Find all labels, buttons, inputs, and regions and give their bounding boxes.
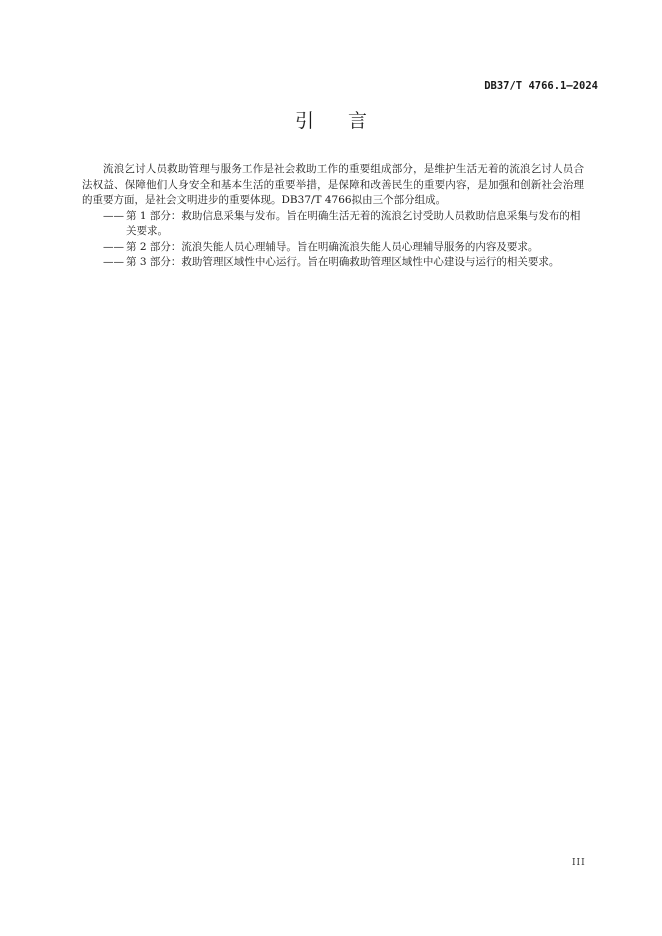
list-dash: —— (103, 240, 124, 253)
list-item-text: 第 2 部分：流浪失能人员心理辅导。旨在明确流浪失能人员心理辅导服务的内容及要求。 (126, 240, 539, 253)
list-item-part-1 (82, 209, 584, 240)
list-item-text: 第 3 部分：救助管理区域性中心运行。旨在明确救助管理区域性中心建设与运行的相关要求。 (126, 256, 560, 268)
list-item-part-2 (82, 240, 584, 256)
list-item-part-3 (82, 255, 584, 271)
list-dash: —— (103, 209, 124, 222)
document-code: DB37/T 4766.1—2024 (484, 80, 598, 92)
page-title: 引言 (294, 110, 401, 132)
body-text (82, 162, 584, 271)
page-number: III (572, 858, 586, 868)
intro-paragraph: 流浪乞讨人员救助管理与服务工作是社会救助工作的重要组成部分，是维护生活无着的流浪乞讨人员合法权益、保障他们人身安全和基本生活的重要举措，是保障和改善民生的重要内容，是加强和创新社会治理的重要方面，是社会文明进步的重要体现。DB37/T 4766拟由三个部分组成。 (82, 163, 584, 206)
list-item-text: 第 1 部分：救助信息采集与发布。旨在明确生活无着的流浪乞讨受助人员救助信息采集与发布的相关要求。 (126, 209, 581, 237)
list-dash: —— (103, 256, 124, 268)
